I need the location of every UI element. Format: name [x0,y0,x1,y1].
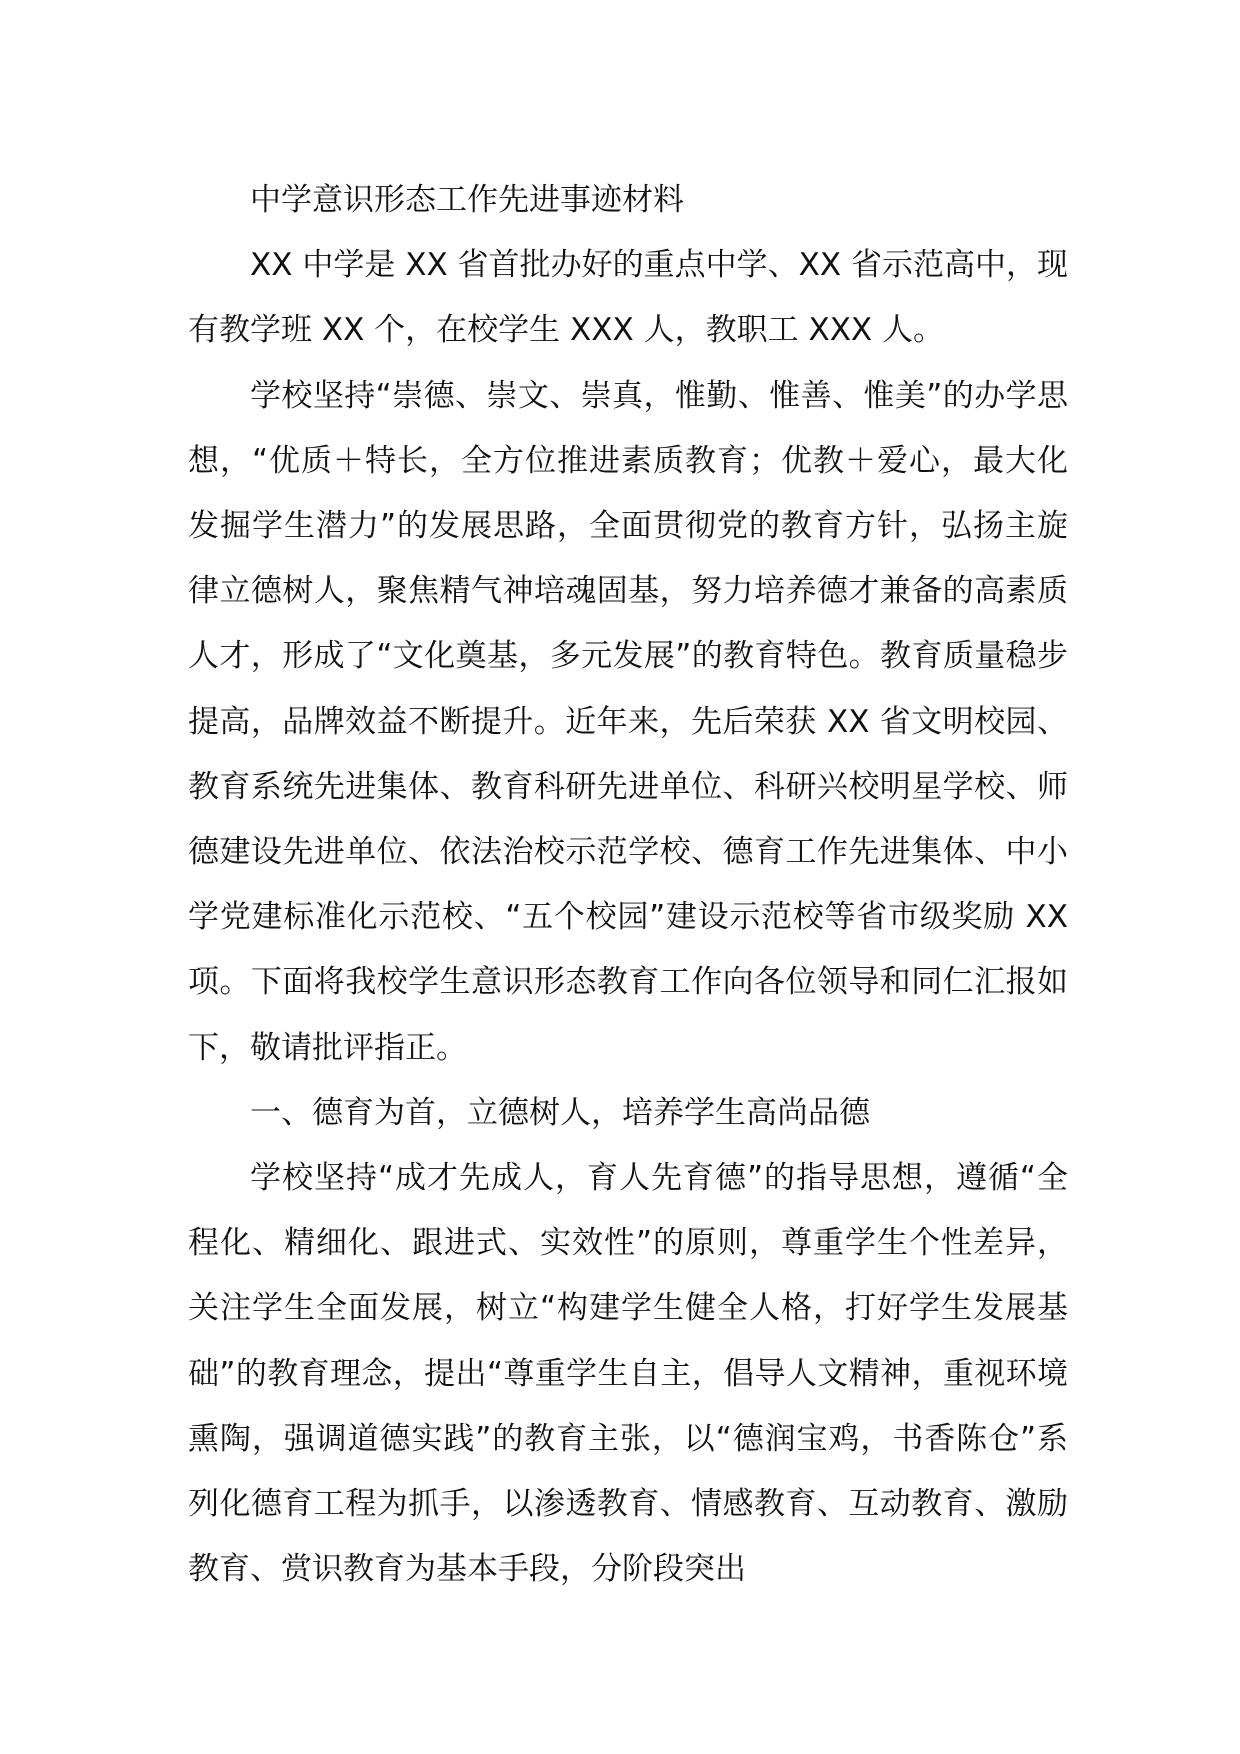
section-paragraph: 学校坚持“成才先成人，育人先育德”的指导思想，遵循“全程化、精细化、跟进式、实效性”的原则，尊重学生个性差异，关注学生全面发展，树立“构建学生健全人格，打好学生发展基础”的教育理念，提出“尊重学生自主，倡导人文精神，重视环境熏陶，强调道德实践”的教育主张，以“德润宝鸡，书香陈仓”系列化德育工程为抓手，以渗透教育、情感教育、互动教育、激励教育、赏识教育为基本手段，分阶段突出 [188,1160,1068,1588]
document-body [188,168,1068,1602]
intro-paragraph: XX 中学是 XX 省首批办好的重点中学、XX 省示范高中，现有教学班 XX 个，在校学生 XXX 人，教职工 XXX 人。 [188,247,1068,349]
document-title: 中学意识形态工作先进事迹材料 [250,182,684,218]
section-heading: 一、德育为首，立德树人，培养学生高尚品德 [250,1094,870,1131]
school-philosophy-paragraph: 学校坚持“崇德、崇文、崇真，惟勤、惟善、惟美”的办学思想，“优质＋特长，全方位推进素质教育；优教＋爱心，最大化发掘学生潜力”的发展思路，全面贯彻党的教育方针，弘扬主旋律立德树人，聚焦精气神培魂固基，努力培养德才兼备的高素质人才，形成了“文化奠基，多元发展”的教育特色。教育质量稳步提高，品牌效益不断提升。近年来，先后荣获 XX 省文明校园、教育系统先进集体、教育科研先进单位、科研兴校明星学校、师德建设先进单位、依法治校示范学校、德育工作先进集体、中小学党建标准化示范校、“五个校园”建设示范校等省市级奖励 XX 项。下面将我校学生意识形态教育工作向各位领导和同仁汇报如下，敬请批评指正。 [188,377,1068,1066]
